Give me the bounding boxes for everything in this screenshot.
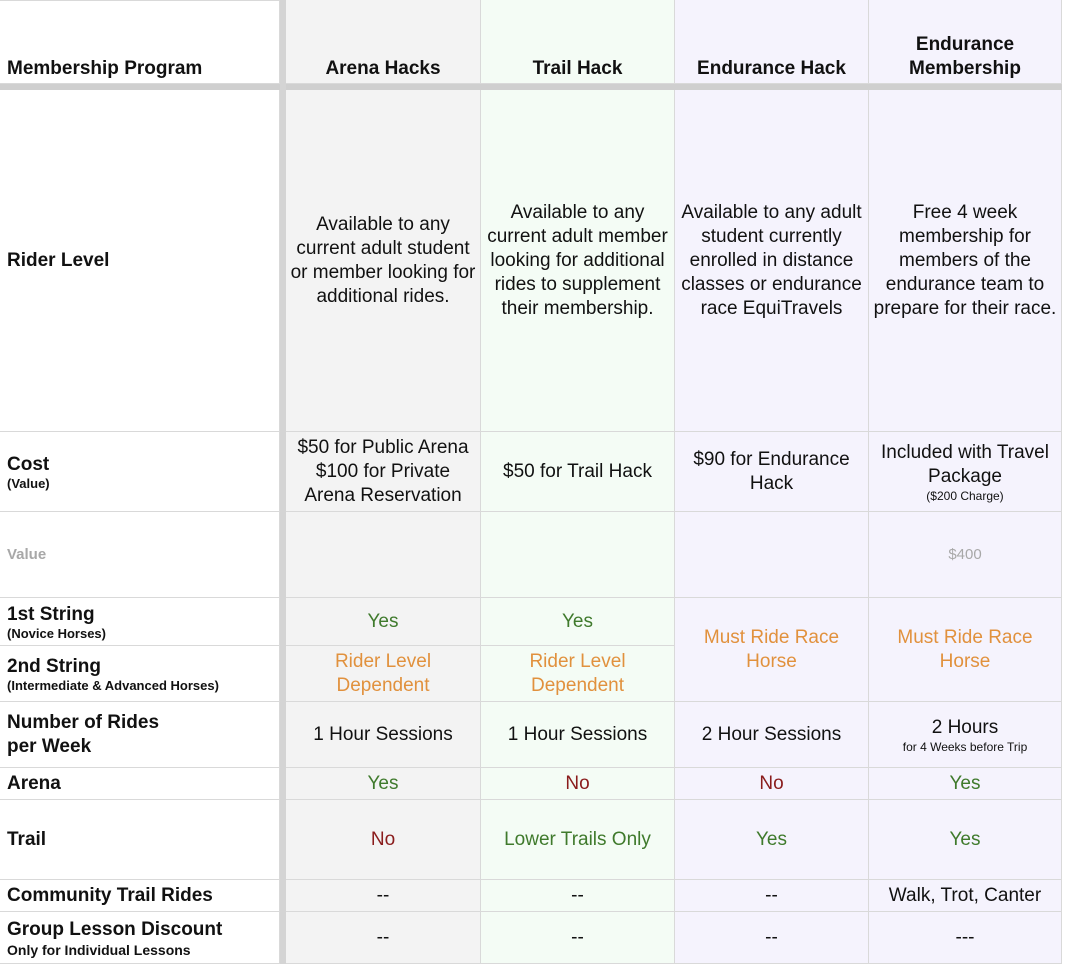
rides-trail: 1 Hour Sessions	[481, 702, 675, 768]
value-endurance-hack	[675, 512, 869, 598]
arena-endurance-hack: No	[675, 768, 869, 800]
arena-trail: No	[481, 768, 675, 800]
community-endurance-hack: --	[675, 880, 869, 912]
group-arena: --	[286, 912, 481, 964]
rider-level-label: Rider Level	[7, 249, 110, 271]
string-endurance-hack: Must Ride Race Horse	[675, 598, 869, 702]
row-label-group	[0, 912, 280, 964]
arena-label: Arena	[7, 772, 61, 794]
value-arena	[286, 512, 481, 598]
second-string-arena: Rider Level Dependent	[286, 646, 481, 702]
arena-arena: Yes	[286, 768, 481, 800]
community-trail: --	[481, 880, 675, 912]
trail-trail: Lower Trails Only	[481, 800, 675, 880]
group-endurance-hack: --	[675, 912, 869, 964]
group-endurance-membership: ---	[869, 912, 1062, 964]
rides-endurance-hack: 2 Hour Sessions	[675, 702, 869, 768]
row-label-arena	[0, 768, 280, 800]
row-label-first-string	[0, 598, 280, 646]
first-string-label: 1st String	[7, 603, 95, 625]
row-label-value	[0, 512, 280, 598]
community-endurance-membership: Walk, Trot, Canter	[869, 880, 1062, 912]
trail-label: Trail	[7, 828, 47, 850]
group-trail: --	[481, 912, 675, 964]
header-arena-hacks: Arena Hacks	[286, 0, 481, 84]
cost-endurance-membership	[869, 432, 1062, 512]
cost-endurance-hack: $90 for Endurance Hack	[675, 432, 869, 512]
community-arena: --	[286, 880, 481, 912]
string-endurance-membership: Must Ride Race Horse	[869, 598, 1062, 702]
first-string-trail: Yes	[481, 598, 675, 646]
cost-endurance-membership-charge: ($200 Charge)	[926, 488, 1004, 503]
group-sublabel: Only for Individual Lessons	[7, 941, 191, 958]
cost-sublabel: (Value)	[7, 475, 50, 491]
second-string-sublabel: (Intermediate & Advanced Horses)	[7, 677, 219, 693]
rider-level-arena: Available to any current adult student or member looking for additional rides.	[286, 90, 481, 432]
header-trail-hack: Trail Hack	[481, 0, 675, 84]
header-endurance-hack: Endurance Hack	[675, 0, 869, 84]
header-program: Membership Program	[0, 0, 280, 84]
arena-endurance-membership: Yes	[869, 768, 1062, 800]
cost-trail: $50 for Trail Hack	[481, 432, 675, 512]
rides-endurance-membership	[869, 702, 1062, 768]
rides-arena: 1 Hour Sessions	[286, 702, 481, 768]
cost-endurance-membership-text: Included with Travel Package	[881, 441, 1049, 487]
label-column-divider	[280, 0, 286, 964]
rides-endurance-membership-note: for 4 Weeks before Trip	[902, 739, 1028, 754]
row-label-trail	[0, 800, 280, 880]
first-string-arena: Yes	[286, 598, 481, 646]
cost-arena: $50 for Public Arena $100 for Private Arena Reservation	[286, 432, 481, 512]
rider-level-trail: Available to any current adult member looking for additional rides to supplement their membership.	[481, 90, 675, 432]
rider-level-endurance-hack: Available to any adult student currently enrolled in distance classes or endurance race EquiTravels	[675, 90, 869, 432]
value-endurance-membership: $400	[869, 512, 1062, 598]
row-label-cost	[0, 432, 280, 512]
first-string-sublabel: (Novice Horses)	[7, 625, 106, 641]
header-endurance-membership: Endurance Membership	[869, 0, 1062, 84]
row-label-community	[0, 880, 280, 912]
cost-label: Cost	[7, 453, 50, 475]
trail-endurance-hack: Yes	[675, 800, 869, 880]
row-label-rider-level	[0, 90, 280, 432]
rider-level-endurance-membership: Free 4 week membership for members of the endurance team to prepare for their race.	[869, 90, 1062, 432]
community-label: Community Trail Rides	[7, 884, 213, 906]
value-label: Value	[7, 545, 47, 563]
value-trail	[481, 512, 675, 598]
row-label-second-string	[0, 646, 280, 702]
row-label-rides	[0, 702, 280, 768]
rides-endurance-membership-text: 2 Hours	[931, 716, 999, 738]
trail-arena: No	[286, 800, 481, 880]
second-string-trail: Rider Level Dependent	[481, 646, 675, 702]
second-string-label: 2nd String	[7, 655, 101, 677]
group-label: Group Lesson Discount	[7, 918, 223, 940]
trail-endurance-membership: Yes	[869, 800, 1062, 880]
rides-label: Number of Rides per Week	[7, 711, 160, 757]
